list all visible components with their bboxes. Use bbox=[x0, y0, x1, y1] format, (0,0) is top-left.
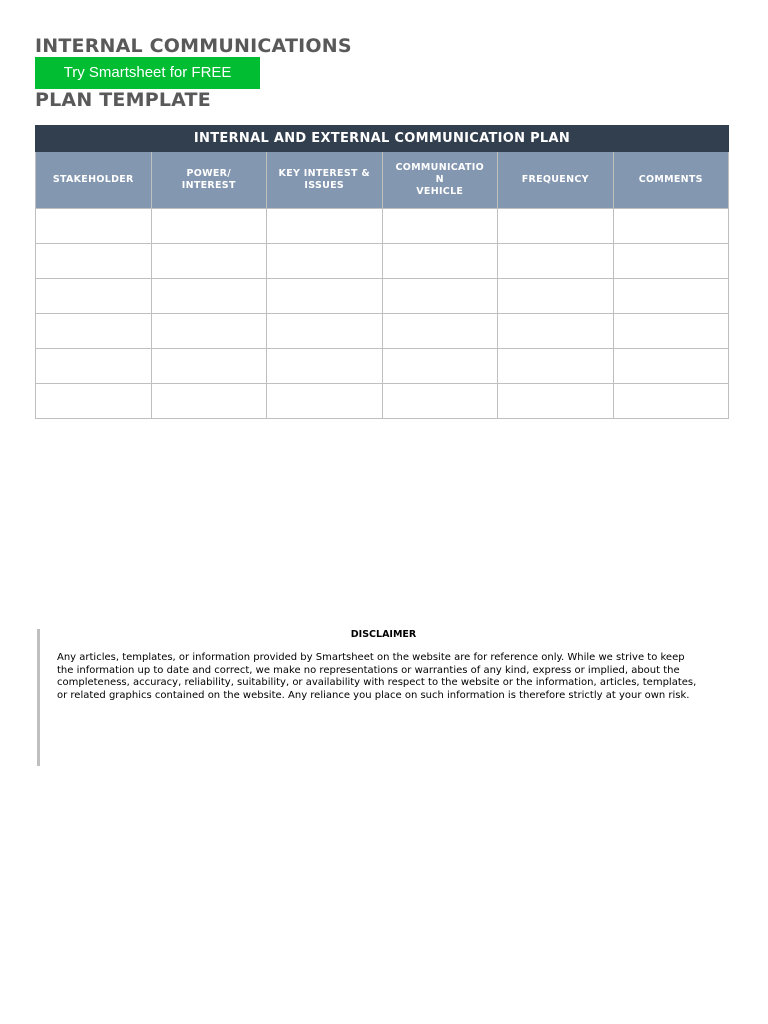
table-cell[interactable] bbox=[267, 314, 383, 349]
column-header-frequency: FREQUENCY bbox=[498, 152, 614, 209]
table-header-row bbox=[36, 152, 729, 209]
table-row bbox=[36, 384, 729, 419]
table-row bbox=[36, 279, 729, 314]
table-cell[interactable] bbox=[267, 349, 383, 384]
page-title-line-1: INTERNAL COMMUNICATIONS bbox=[35, 35, 352, 57]
table-row bbox=[36, 314, 729, 349]
table-cell[interactable] bbox=[36, 349, 152, 384]
table-cell[interactable] bbox=[267, 384, 383, 419]
table-cell[interactable] bbox=[267, 209, 383, 244]
table-banner-row bbox=[36, 126, 729, 152]
table-cell[interactable] bbox=[382, 384, 498, 419]
table-cell[interactable] bbox=[36, 244, 152, 279]
table-row bbox=[36, 244, 729, 279]
table-cell[interactable] bbox=[613, 209, 729, 244]
table-cell[interactable] bbox=[36, 384, 152, 419]
table-cell[interactable] bbox=[151, 279, 267, 314]
table-cell[interactable] bbox=[498, 279, 614, 314]
table-cell[interactable] bbox=[267, 279, 383, 314]
table-cell[interactable] bbox=[498, 349, 614, 384]
table-cell[interactable] bbox=[382, 244, 498, 279]
table-cell[interactable] bbox=[151, 349, 267, 384]
page-title-line-2: PLAN TEMPLATE bbox=[35, 89, 211, 111]
table-cell[interactable] bbox=[36, 314, 152, 349]
column-header-key-interest-issues: KEY INTEREST & ISSUES bbox=[267, 152, 383, 209]
column-header-stakeholder: STAKEHOLDER bbox=[36, 152, 152, 209]
communication-plan-table bbox=[35, 125, 729, 419]
table-cell[interactable] bbox=[498, 384, 614, 419]
table-cell[interactable] bbox=[498, 314, 614, 349]
column-header-comments: COMMENTS bbox=[613, 152, 729, 209]
table-cell[interactable] bbox=[613, 314, 729, 349]
table-cell[interactable] bbox=[267, 244, 383, 279]
disclaimer-title: DISCLAIMER bbox=[350, 629, 417, 640]
table-cell[interactable] bbox=[613, 384, 729, 419]
table-cell[interactable] bbox=[498, 209, 614, 244]
table-cell[interactable] bbox=[36, 279, 152, 314]
table-banner-title: INTERNAL AND EXTERNAL COMMUNICATION PLAN bbox=[36, 126, 729, 152]
table-cell[interactable] bbox=[151, 209, 267, 244]
column-header-power-interest: POWER/ INTEREST bbox=[151, 152, 267, 209]
table-cell[interactable] bbox=[36, 209, 152, 244]
table-cell[interactable] bbox=[613, 244, 729, 279]
table-row bbox=[36, 209, 729, 244]
table-cell[interactable] bbox=[382, 349, 498, 384]
table-cell[interactable] bbox=[382, 279, 498, 314]
table-cell[interactable] bbox=[382, 314, 498, 349]
table-cell[interactable] bbox=[613, 349, 729, 384]
table-cell[interactable] bbox=[151, 384, 267, 419]
try-smartsheet-button[interactable]: Try Smartsheet for FREE bbox=[35, 57, 260, 89]
table-cell[interactable] bbox=[382, 209, 498, 244]
disclaimer-box bbox=[37, 629, 727, 766]
table-cell[interactable] bbox=[498, 244, 614, 279]
table-row bbox=[36, 349, 729, 384]
table-cell[interactable] bbox=[151, 314, 267, 349]
table-cell[interactable] bbox=[613, 279, 729, 314]
table-cell[interactable] bbox=[151, 244, 267, 279]
disclaimer-text: Any articles, templates, or information provided by Smartsheet on the website are for reference only. While we strive to keep the information up to date and correct, we make no representations or warranties of any kind, express or implied, about the completeness, accuracy, reliability, suitability, or availability with respect to the website or the information, articles, templates, or related graphics contained on the website. Any reliance you place on such information is therefore strictly at your own risk. bbox=[57, 652, 697, 701]
column-header-communication-vehicle: COMMUNICATIO N VEHICLE bbox=[382, 152, 498, 209]
